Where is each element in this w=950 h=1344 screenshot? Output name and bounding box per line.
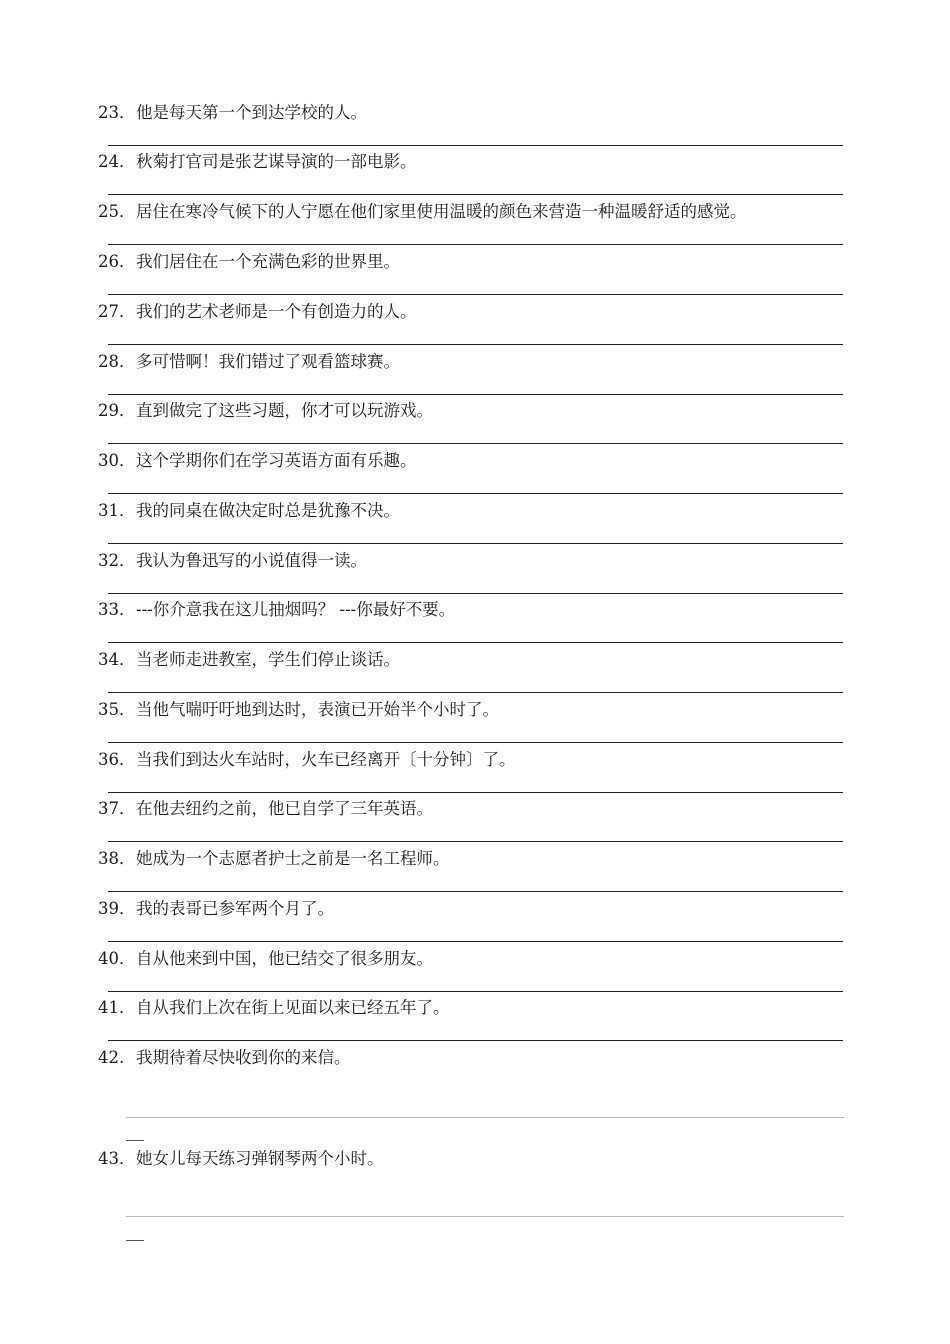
item-sentence: 我认为鲁迅写的小说值得一读。 (136, 551, 367, 570)
answer-line[interactable] (108, 841, 843, 842)
item-sentence: 我期待着尽快收到你的来信。 (136, 1048, 351, 1067)
answer-line[interactable] (108, 941, 843, 942)
exercise-item-30 (98, 451, 417, 471)
item-number: 33． (98, 600, 136, 619)
item-sentence: 自从我们上次在街上见面以来已经五年了。 (136, 998, 450, 1017)
exercise-item-43 (98, 1149, 384, 1169)
exercise-item-37 (98, 799, 433, 819)
answer-line[interactable] (108, 891, 843, 892)
item-number: 23． (98, 103, 136, 122)
answer-line[interactable] (108, 593, 843, 594)
item-sentence: 当他气喘吁吁地到达时，表演已开始半个小时了。 (136, 700, 499, 719)
item-sentence: 当我们到达火车站时，火车已经离开〔十分钟〕了。 (136, 750, 516, 769)
exercise-item-32 (98, 551, 367, 571)
exercise-item-42 (98, 1048, 351, 1068)
answer-line[interactable] (108, 642, 843, 643)
exercise-item-34 (98, 650, 400, 670)
answer-line-tail (126, 1240, 144, 1241)
item-sentence: 我的表哥已参军两个月了。 (136, 899, 334, 918)
item-number: 41． (98, 998, 136, 1017)
item-sentence: 居住在寒冷气候下的人宁愿在他们家里使用温暖的颜色来营造一种温暖舒适的感觉。 (136, 202, 747, 221)
answer-line[interactable] (108, 742, 843, 743)
item-number: 26． (98, 252, 136, 271)
exercise-item-39 (98, 899, 334, 919)
item-number: 36． (98, 750, 136, 769)
item-number: 25． (98, 202, 136, 221)
item-sentence: 这个学期你们在学习英语方面有乐趣。 (136, 451, 417, 470)
exercise-item-33 (98, 600, 455, 620)
item-number: 40． (98, 949, 136, 968)
exercise-item-41 (98, 998, 450, 1018)
item-number: 35． (98, 700, 136, 719)
answer-line[interactable] (108, 443, 843, 444)
item-sentence: 当老师走进教室，学生们停止谈话。 (136, 650, 400, 669)
item-sentence: 在他去纽约之前，他已自学了三年英语。 (136, 799, 433, 818)
item-sentence: 多可惜啊！我们错过了观看篮球赛。 (136, 352, 400, 371)
answer-line[interactable] (108, 294, 843, 295)
item-sentence: 我们居住在一个充满色彩的世界里。 (136, 252, 400, 271)
exercise-item-27 (98, 302, 417, 322)
answer-line[interactable] (126, 1216, 844, 1217)
answer-line[interactable] (108, 692, 843, 693)
item-number: 43． (98, 1149, 136, 1168)
exercise-item-28 (98, 352, 400, 372)
item-sentence: 我的同桌在做决定时总是犹豫不决。 (136, 501, 400, 520)
item-sentence: 自从他来到中国，他已结交了很多朋友。 (136, 949, 433, 968)
item-sentence: 她成为一个志愿者护士之前是一名工程师。 (136, 849, 450, 868)
exercise-item-23 (98, 103, 367, 123)
answer-line[interactable] (108, 543, 843, 544)
item-sentence: 她女儿每天练习弹钢琴两个小时。 (136, 1149, 384, 1168)
item-number: 29． (98, 401, 136, 420)
exercise-item-38 (98, 849, 450, 869)
exercise-item-25 (98, 202, 747, 222)
exercise-item-31 (98, 501, 400, 521)
answer-line[interactable] (108, 394, 843, 395)
answer-line[interactable] (108, 792, 843, 793)
exercise-item-35 (98, 700, 499, 720)
answer-line[interactable] (108, 1040, 843, 1041)
answer-line[interactable] (108, 344, 843, 345)
exercise-item-40 (98, 949, 433, 969)
exercise-item-26 (98, 252, 400, 272)
item-number: 42. (98, 1048, 125, 1067)
answer-line[interactable] (126, 1117, 844, 1118)
item-sentence: 我们的艺术老师是一个有创造力的人。 (136, 302, 417, 321)
item-sentence: 他是每天第一个到达学校的人。 (136, 103, 367, 122)
answer-line[interactable] (108, 991, 843, 992)
item-number: 32． (98, 551, 136, 570)
item-sentence: 秋菊打官司是张艺谋导演的一部电影。 (136, 152, 417, 171)
exercise-item-29 (98, 401, 433, 421)
exercise-item-36 (98, 750, 516, 770)
answer-line[interactable] (108, 493, 843, 494)
item-number: 28． (98, 352, 136, 371)
answer-line[interactable] (108, 194, 843, 195)
item-sentence: ---你介意我在这儿抽烟吗？ ---你最好不要。 (136, 600, 456, 619)
answer-line-tail (126, 1140, 144, 1141)
item-number: 37． (98, 799, 136, 818)
item-number: 39． (98, 899, 136, 918)
item-number: 27． (98, 302, 136, 321)
item-sentence: 直到做完了这些习题，你才可以玩游戏。 (136, 401, 433, 420)
item-number: 24． (98, 152, 136, 171)
item-number: 34． (98, 650, 136, 669)
answer-line[interactable] (108, 244, 843, 245)
item-number: 31． (98, 501, 136, 520)
answer-line[interactable] (108, 145, 843, 146)
item-number: 30． (98, 451, 136, 470)
exercise-item-24 (98, 152, 417, 172)
item-number: 38． (98, 849, 136, 868)
